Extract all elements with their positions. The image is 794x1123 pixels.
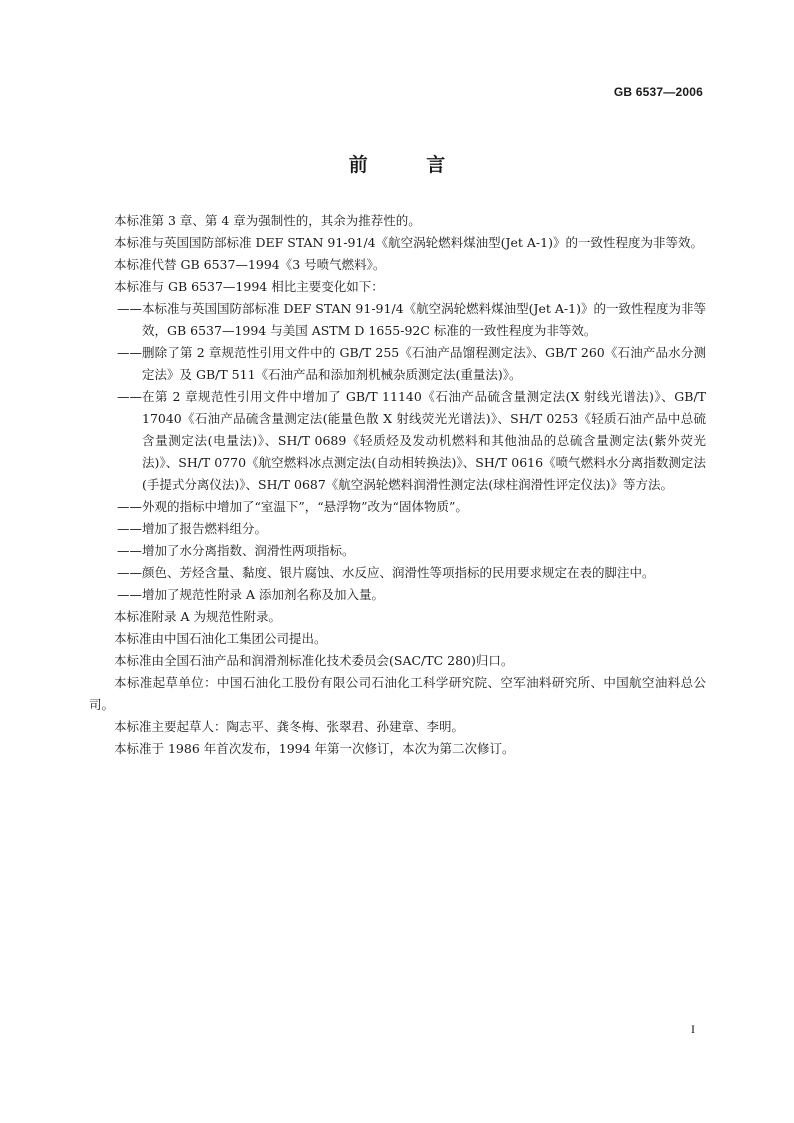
change-item xyxy=(89,518,706,540)
paragraph: 本标准代替 GB 6537—1994《3 号喷气燃料》。 xyxy=(114,257,386,272)
paragraph: 本标准第 3 章、第 4 章为强制性的，其余为推荐性的。 xyxy=(114,213,421,228)
dash-marker: —— xyxy=(117,345,142,360)
change-item xyxy=(89,496,706,518)
paragraph: 本标准与 GB 6537—1994 相比主要变化如下： xyxy=(114,279,384,294)
change-text: 颜色、芳烃含量、黏度、银片腐蚀、水反应、润滑性等项指标的民用要求规定在表的脚注中。 xyxy=(142,565,655,580)
paragraph: 本标准起草单位：中国石油化工股份有限公司石油化工科学研究院、空军油料研究所、中国航空油料总公司。 xyxy=(89,675,706,712)
standard-code: GB 6537—2006 xyxy=(613,85,703,99)
change-text: 增加了报告燃料组分。 xyxy=(142,521,268,536)
paragraph: 本标准于 1986 年首次发布，1994 年第一次修订，本次为第二次修订。 xyxy=(114,741,515,756)
dash-marker: —— xyxy=(117,301,142,316)
dash-marker: —— xyxy=(117,587,142,602)
page-title: 前 言 xyxy=(348,154,472,176)
foreword-body xyxy=(89,210,706,760)
paragraph: 本标准由中国石油化工集团公司提出。 xyxy=(114,631,327,646)
page-number: I xyxy=(691,1022,695,1036)
change-item xyxy=(89,386,706,496)
dash-marker: —— xyxy=(117,499,142,514)
dash-marker: —— xyxy=(117,521,142,536)
dash-marker: —— xyxy=(117,389,142,404)
change-item xyxy=(89,342,706,386)
dash-marker: —— xyxy=(117,543,142,558)
change-text: 在第 2 章规范性引用文件中增加了 GB/T 11140《石油产品硫含量测定法(X 射线光谱法)》、GB/T 17040《石油产品硫含量测定法(能量色散 X 射线荧光光谱法)》、SH/T 0253《轻质石油产品中总硫含量测定法(电量法)》、SH/T 0689《轻质烃及发动机燃料和其他油品的总硫含量测定法(紫外荧光法)》、SH/T 0770《航空燃料冰点测定法(自动相转换法)》、SH/T 0616《喷气燃料水分离指数测定法(手提式分离仪法)》、SH/T 0687《航空涡轮燃料润滑性测定法(球柱润滑性评定仪法)》等方法。 xyxy=(142,389,706,492)
change-text: 本标准与英国国防部标准 DEF STAN 91-91/4《航空涡轮燃料煤油型(Jet A-1)》的一致性程度为非等效，GB 6537—1994 与美国 ASTM D 1655-92C 标准的一致性程度为非等效。 xyxy=(142,301,706,338)
change-text: 删除了第 2 章规范性引用文件中的 GB/T 255《石油产品馏程测定法》、GB/T 260《石油产品水分测定法》及 GB/T 511《石油产品和添加剂机械杂质测定法(重量法)》。 xyxy=(142,345,706,382)
change-item xyxy=(89,584,706,606)
change-text: 外观的指标中增加了“室温下”，“悬浮物”改为“固体物质”。 xyxy=(142,499,468,514)
paragraph: 本标准由全国石油产品和润滑剂标准化技术委员会(SAC/TC 280)归口。 xyxy=(114,653,514,668)
dash-marker: —— xyxy=(117,565,142,580)
change-item xyxy=(89,298,706,342)
change-item xyxy=(89,540,706,562)
paragraph: 本标准附录 A 为规范性附录。 xyxy=(114,609,281,624)
paragraph: 本标准与英国国防部标准 DEF STAN 91-91/4《航空涡轮燃料煤油型(Jet A-1)》的一致性程度为非等效。 xyxy=(114,235,703,250)
paragraph: 本标准主要起草人：陶志平、龚冬梅、张翠君、孙建章、李明。 xyxy=(114,719,465,734)
change-text: 增加了水分离指数、润滑性两项指标。 xyxy=(142,543,355,558)
change-text: 增加了规范性附录 A 添加剂名称及加入量。 xyxy=(142,587,384,602)
change-item xyxy=(89,562,706,584)
